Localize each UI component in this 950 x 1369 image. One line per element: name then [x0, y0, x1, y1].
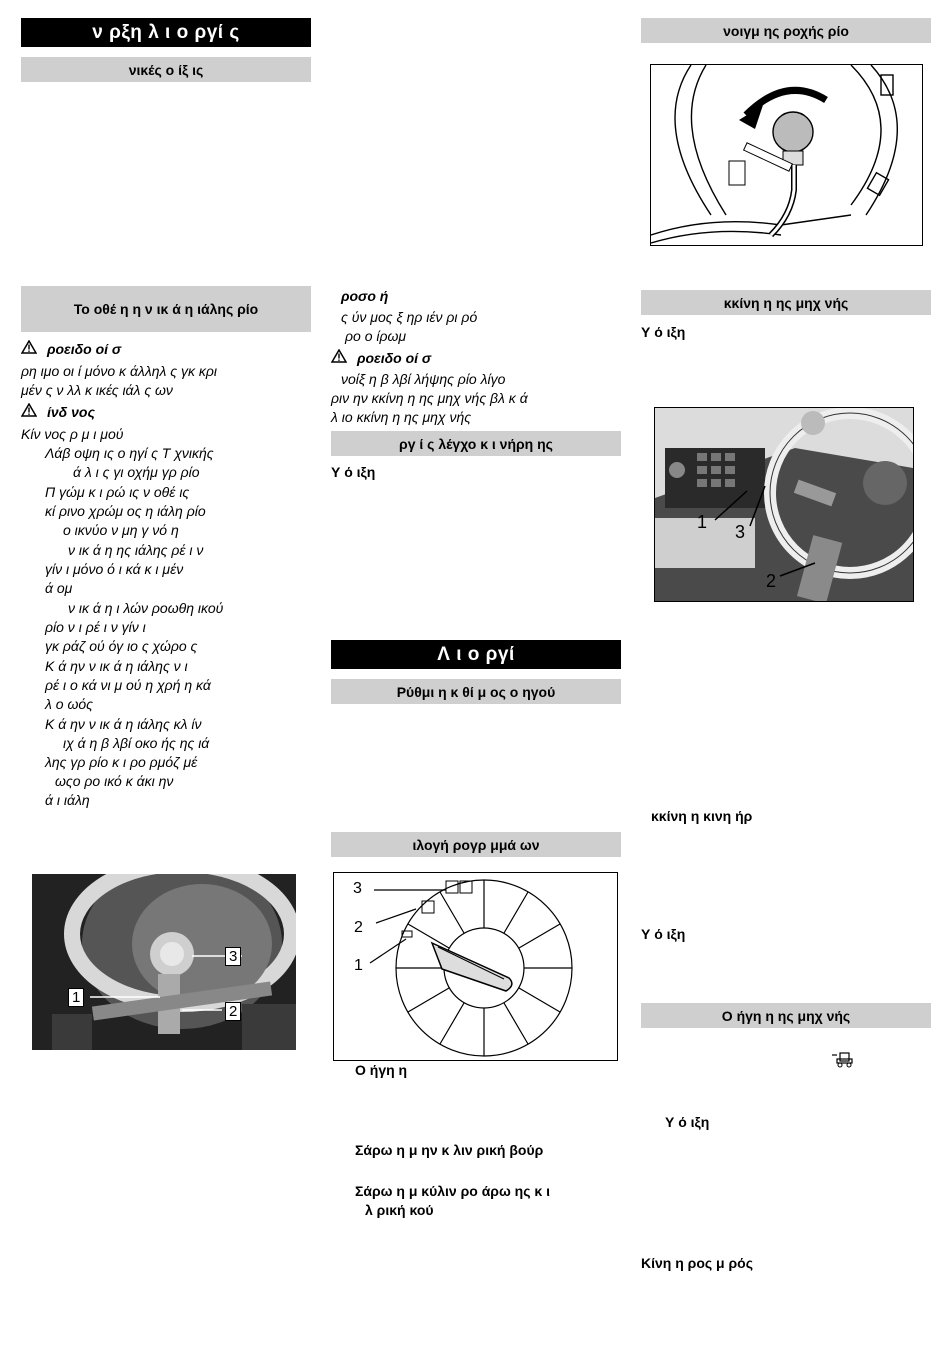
program-sweep-roller: Σάρω η μ κύλιν ρο άρω ης κ ι — [355, 1183, 550, 1199]
danger-text: Κίν νος ρ μ ι μού — [21, 426, 124, 442]
caution-text-1: ρη ιμο οι ί μόνο κ άλληλ ς γκ κρι — [21, 363, 217, 379]
caution-text-2: μέν ς ν λλ κ ικές ιάλ ς ων — [21, 382, 173, 398]
step-label: Υ ό ιξη — [641, 324, 686, 340]
danger-text: Κ ά ην ν ικ ά η ιάλης κλ ίν — [45, 716, 202, 732]
note-text: ς ύν μος ξ ηρ ιέν ρι ρό — [341, 309, 478, 325]
danger-text: ωςο ρο ικό κ άκι ην — [55, 773, 174, 789]
start-engine-label: κκίνη η κινη ήρ — [651, 808, 753, 824]
callout-2: 2 — [225, 1002, 241, 1021]
dashboard-figure — [654, 407, 914, 602]
section-title-operation: Λ ι ο ργί — [331, 640, 621, 669]
dashboard-drawing — [655, 408, 913, 601]
danger-text: Κ ά ην ν ικ ά η ιάλης ν ι — [45, 658, 188, 674]
caution-label: ροειδο οί σ — [47, 340, 122, 357]
dial-callout-1: 1 — [354, 957, 363, 974]
dial-callout-2: 2 — [354, 919, 363, 936]
open-valve-figure — [650, 64, 923, 246]
danger-text: ά ι ιάλη — [45, 792, 90, 808]
danger-text: ά ομ — [45, 580, 73, 596]
dash-callout-3: 3 — [735, 522, 746, 542]
callout-1: 1 — [68, 988, 84, 1007]
caution-label-2: ροειδο οί σ — [357, 349, 432, 366]
caution-text: ριν ην κκίνη η ης μηχ νής βλ κ ά — [331, 390, 528, 406]
danger-text: ρέ ι ο κά νι μ ού η χρή η κά — [45, 677, 211, 693]
danger-text: ν ικ ά η ης ιάλης ρέ ι ν — [68, 542, 204, 558]
note-text: ρο ο ίρωμ — [345, 328, 407, 344]
danger-text: Π γώμ κ ι ρώ ις ν οθέ ις — [45, 484, 190, 500]
danger-text: ά λ ι ς γι οχήμ γρ ρίο — [73, 464, 200, 480]
dash-callout-2: 2 — [766, 571, 777, 591]
caution-row — [21, 340, 121, 357]
program-sweep-roller-2: λ ρική κού — [365, 1202, 434, 1218]
danger-label: ίνδ νος — [47, 403, 95, 420]
program-drive: Ο ήγη η — [355, 1062, 408, 1078]
mount-gas-bottle-header: Το οθέ η η ν ικ ά η ιάλης ρίο — [21, 286, 311, 332]
general-notes-header: νικές ο ίξ ις — [21, 57, 311, 82]
program-dial-figure — [333, 872, 618, 1061]
caution-text: λ ιο κκίνη η ης μηχ νής — [331, 409, 472, 425]
drive-mode-icon — [832, 1052, 854, 1073]
caution-row-2 — [331, 349, 431, 366]
danger-text: γκ ράζ ού όγ ιο ς χώρο ς — [45, 638, 198, 654]
program-select-header: ιλογή ρογρ μμά ων — [331, 832, 621, 857]
section-title-start: ν ρξη λ ι ο ργί ς — [21, 18, 311, 47]
danger-text: λης γρ ρίο κ ι ρο ρμόζ μέ — [45, 754, 198, 770]
open-valve-drawing — [651, 65, 922, 245]
program-sweep-side-brush: Σάρω η μ ην κ λιν ρική βούρ — [355, 1142, 544, 1158]
danger-text: κί ρινο χρώμ ος η ιάλη ρίο — [45, 503, 206, 519]
note-label: ροσο ή — [341, 288, 389, 304]
danger-text: λ ο ωός — [45, 696, 93, 712]
danger-text: Λάβ οψη ις ο ηγί ς Τ χνικής — [45, 445, 214, 461]
caution-text: νοίξ η β λβί λήψης ρίο λίγο — [341, 371, 506, 387]
dial-callout-3: 3 — [353, 880, 362, 897]
warning-triangle-icon — [21, 340, 37, 357]
step-label: Υ ό ιξη — [331, 464, 376, 480]
step-label: Υ ό ιξη — [665, 1114, 710, 1130]
danger-text: ρίο ν ι ρέ ι ν γίν ι — [45, 619, 146, 635]
start-machine-header: κκίνη η ης μηχ νής — [641, 290, 931, 315]
move-forward-label: Κίνη η ρος μ ρός — [641, 1255, 753, 1271]
danger-text: ν ικ ά η ι λών ροωθη ικού — [68, 600, 224, 616]
danger-text: ο ικνύο ν μη γ νό η — [63, 522, 179, 538]
program-dial-drawing — [334, 873, 617, 1060]
danger-text: ιχ ά η β λβί οκο ής ης ιά — [63, 735, 210, 751]
drive-machine-header: Ο ήγη η ης μηχ νής — [641, 1003, 931, 1028]
callout-3: 3 — [225, 947, 241, 966]
warning-triangle-icon — [331, 349, 347, 366]
gas-bottle-photo — [32, 874, 296, 1050]
warning-triangle-icon — [21, 403, 37, 420]
danger-row — [21, 403, 95, 420]
gas-bottle-photo-drawing — [32, 874, 296, 1050]
dash-callout-1: 1 — [697, 512, 708, 532]
danger-text: γίν ι μόνο ό ι κά κ ι μέν — [45, 561, 184, 577]
checks-maintenance-header: ργ ί ς λέγχο κ ι νήρη ης — [331, 431, 621, 456]
open-gas-supply-header: νοιγμ ης ροχής ρίο — [641, 18, 931, 43]
step-label: Υ ό ιξη — [641, 926, 686, 942]
seat-adjust-header: Ρύθμι η κ θί μ ος ο ηγού — [331, 679, 621, 704]
